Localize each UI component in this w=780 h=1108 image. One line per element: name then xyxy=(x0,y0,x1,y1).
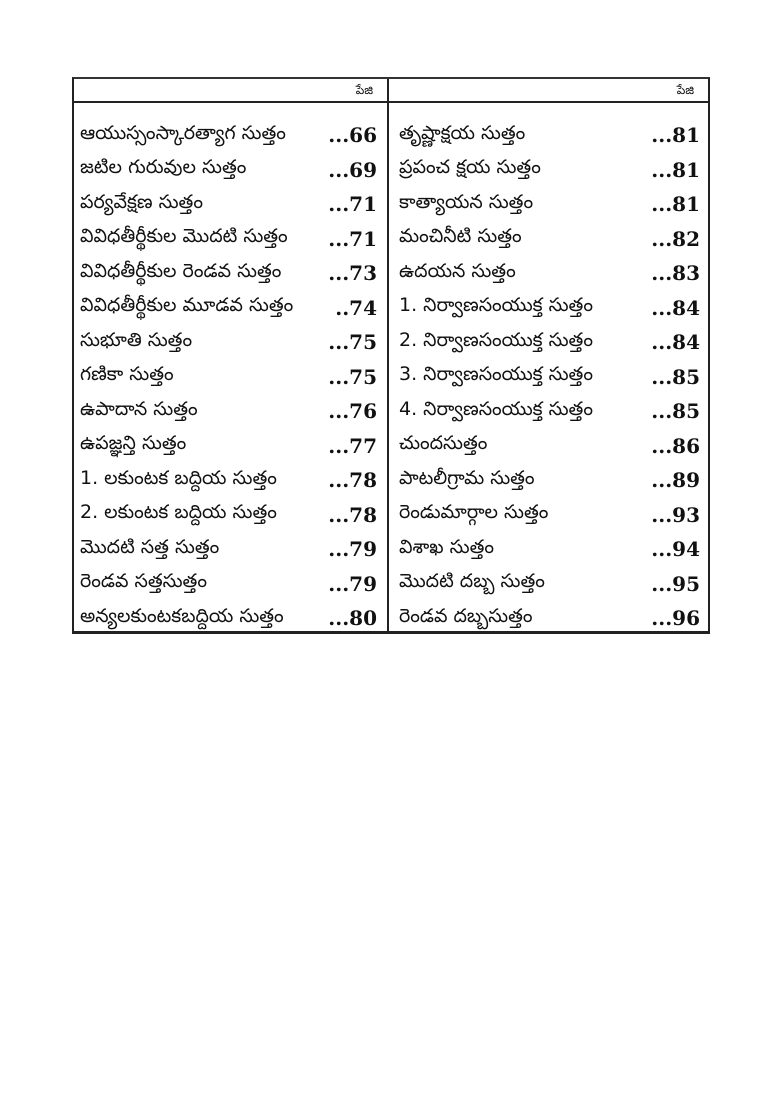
toc-entry-page: ...95 xyxy=(651,571,700,596)
toc-entry-page: ...83 xyxy=(651,261,700,286)
toc-entry-page: ...80 xyxy=(328,606,377,631)
toc-entry-title: తృష్ణాక్షయ సుత్తం xyxy=(399,121,526,144)
toc-entry-title: 1. నిర్వాణసంయుక్త సుత్తం xyxy=(399,294,593,317)
toc-left-column xyxy=(74,79,389,631)
toc-entry xyxy=(74,222,387,257)
toc-entry-title: ఉపాదాన సుత్తం xyxy=(80,397,198,420)
toc-entry-page: ...84 xyxy=(651,330,700,355)
toc-entry-page: ...66 xyxy=(328,123,377,148)
toc-entry-page: ...71 xyxy=(328,192,377,217)
toc-entry-title: సుభూతి సుత్తం xyxy=(80,328,193,351)
toc-entry-title: రెండవ సత్తసుత్తం xyxy=(80,570,207,593)
toc-entry xyxy=(74,256,387,291)
toc-entry-title: 2. నిర్వాణసంయుక్త సుత్తం xyxy=(399,328,593,351)
toc-entry-page: ...75 xyxy=(328,330,377,355)
toc-entry-title: 1. లకుంటక బద్దియ సుత్తం xyxy=(80,466,277,489)
toc-entry xyxy=(389,498,708,533)
toc-entry-title: పర్యవేక్షణ సుత్తం xyxy=(80,190,203,213)
toc-entry-page: ..74 xyxy=(335,295,377,320)
toc-entry-page: ...89 xyxy=(651,468,700,493)
toc-entry xyxy=(74,532,387,567)
toc-entry xyxy=(74,601,387,636)
toc-entry-page: ...81 xyxy=(651,192,700,217)
toc-entry xyxy=(389,394,708,429)
toc-entry xyxy=(74,567,387,602)
toc-entry-title: జటిల గురువుల సుత్తం xyxy=(80,156,247,179)
toc-entry xyxy=(389,463,708,498)
toc-entry xyxy=(389,360,708,395)
page-column-header: పేజి xyxy=(389,79,708,103)
toc-entry-title: వివిధతీర్థీకుల మూడవ సుత్తం xyxy=(80,294,294,317)
toc-entry-page: ...86 xyxy=(651,433,700,458)
toc-entry-page: ...78 xyxy=(328,502,377,527)
toc-entry-title: 3. నిర్వాణసంయుక్త సుత్తం xyxy=(399,363,593,386)
toc-entry xyxy=(74,394,387,429)
toc-entry-page: ...69 xyxy=(328,157,377,182)
toc-entry xyxy=(389,429,708,464)
toc-entry-page: ...76 xyxy=(328,399,377,424)
toc-entry-title: మొదటి దబ్బ సుత్తం xyxy=(399,570,545,593)
toc-entry-title: మంచినీటి సుత్తం xyxy=(399,225,522,248)
toc-entry-title: మొదటి సత్త సుత్తం xyxy=(80,535,220,558)
toc-entry xyxy=(74,291,387,326)
toc-right-column xyxy=(389,79,708,631)
toc-entry xyxy=(389,118,708,153)
toc-entry-page: ...81 xyxy=(651,123,700,148)
toc-entry xyxy=(74,463,387,498)
toc-entry xyxy=(389,532,708,567)
toc-entry xyxy=(74,360,387,395)
toc-entry-page: ...77 xyxy=(328,433,377,458)
toc-entry xyxy=(389,256,708,291)
page-column-header: పేజి xyxy=(74,79,387,103)
toc-entry-title: పాటలీగ్రామ సుత్తం xyxy=(399,466,535,489)
toc-entry-title: వివిధతీర్థీకుల రెండవ సుత్తం xyxy=(80,259,282,282)
toc-entry-page: ...78 xyxy=(328,468,377,493)
toc-entry-title: రెండవ దబ్బసుత్తం xyxy=(399,604,533,627)
toc-entry xyxy=(74,429,387,464)
table-of-contents xyxy=(72,77,710,634)
toc-entry-title: ఉపజ్ఞన్తి సుత్తం xyxy=(80,432,187,455)
toc-entry-page: ...79 xyxy=(328,537,377,562)
toc-entry-page: ...82 xyxy=(651,226,700,251)
toc-entry xyxy=(389,567,708,602)
toc-entry-title: రెండుమార్గాల సుత్తం xyxy=(399,501,549,524)
toc-entry-page: ...93 xyxy=(651,502,700,527)
toc-entry-page: ...85 xyxy=(651,364,700,389)
toc-entry-title: ప్రపంచ క్షయ సుత్తం xyxy=(399,156,541,179)
toc-entry xyxy=(74,498,387,533)
toc-entry-title: చుందసుత్తం xyxy=(399,432,488,455)
toc-entry-title: అన్యలకుంటకబద్దియ సుత్తం xyxy=(80,604,284,627)
toc-entry-title: ఉదయన సుత్తం xyxy=(399,259,516,282)
toc-entry-page: ...73 xyxy=(328,261,377,286)
toc-entry-title: 4. నిర్వాణసంయుక్త సుత్తం xyxy=(399,397,593,420)
toc-entry-title: 2. లకుంటక బద్దియ సుత్తం xyxy=(80,501,277,524)
toc-right-rows xyxy=(389,103,708,636)
toc-entry-title: వివిధతీర్థీకుల మొదటి సుత్తం xyxy=(80,225,288,248)
toc-entry-page: ...71 xyxy=(328,226,377,251)
toc-entry-page: ...94 xyxy=(651,537,700,562)
toc-entry-page: ...85 xyxy=(651,399,700,424)
toc-entry xyxy=(389,325,708,360)
toc-entry-page: ...75 xyxy=(328,364,377,389)
toc-entry-title: విశాఖ సుత్తం xyxy=(399,535,494,558)
toc-entry xyxy=(74,187,387,222)
toc-entry-title: ఆయుస్సంస్కారత్యాగ సుత్తం xyxy=(80,121,286,144)
toc-entry-title: గణికా సుత్తం xyxy=(80,363,174,386)
toc-entry xyxy=(389,291,708,326)
toc-entry-page: ...96 xyxy=(651,606,700,631)
toc-entry xyxy=(389,187,708,222)
toc-entry xyxy=(389,153,708,188)
toc-entry xyxy=(74,325,387,360)
toc-entry-page: ...79 xyxy=(328,571,377,596)
toc-entry xyxy=(74,118,387,153)
toc-entry xyxy=(389,601,708,636)
toc-entry xyxy=(389,222,708,257)
toc-entry-page: ...84 xyxy=(651,295,700,320)
toc-left-rows xyxy=(74,103,387,636)
toc-entry-title: కాత్యాయన సుత్తం xyxy=(399,190,534,213)
toc-entry xyxy=(74,153,387,188)
toc-entry-page: ...81 xyxy=(651,157,700,182)
